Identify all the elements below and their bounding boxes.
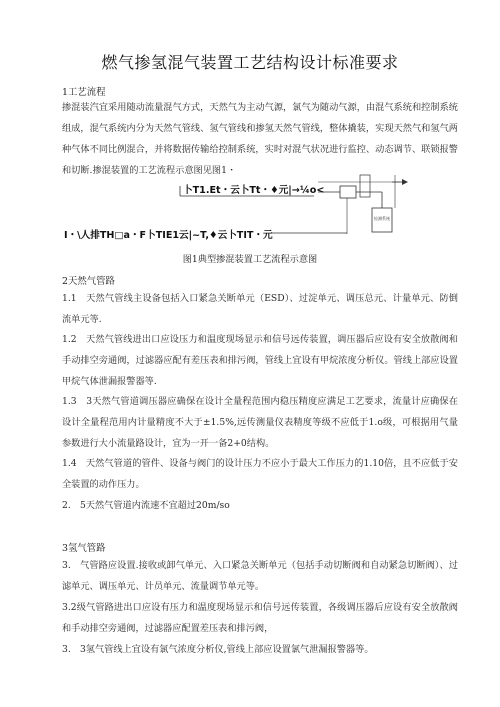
section-2-item-2: 1.2 天然气管线进出口应设压力和温度现场显示和信号远传装置，调压器后应设有安全放散阀和手动排空旁通阀，过滤器应配有差压表和排污阀，管线上宜设有甲烷浓度分析仪。管线上部应设置甲烷气体泄漏报警器等. xyxy=(62,334,458,387)
section-2-item-5: 2. 5天然气管道内流速不宜超过20m/so xyxy=(62,500,230,511)
section-3-item-2: 3.2级气管路进出口应设有压力和温度现场显示和信号远传装置，各级调压器后应设有安全放散阀和手动排空旁通阀，过滤器应配置差压表和排污阀， xyxy=(62,602,458,634)
mixer-box xyxy=(340,186,356,198)
section-2-item-3: 1.3 3天然气管道调压器应确保在设计全量程范围内稳压精度应满足工艺要求，流量计应确保在设计全量程范用内计量精度不大于±1.5%,远传测量仪表精度等级不应低于1.o级，可根据用气量参数进行大小流量路设计，宜为一开一备2+0结构。 xyxy=(62,396,458,449)
section-2-item-4: 1.4 天然气管道的管件、设备与阀门的设计压力不应小于最大工作压力的1.10倍，且不应低于安全装置的动作压力。 xyxy=(62,458,458,490)
section-3-item-1: 3. 气管路应设置.接收或卸气单元、入口紧急关断单元（包括手动切断阀和自动紧急切断阀）、过滤单元、调压单元、计员单元、流量调节单元等。 xyxy=(62,560,458,592)
figure-caption: 图1典型掺混装置工艺流程示意图 xyxy=(182,254,318,265)
document-title: 燃气掺氢混气装置工艺结构设计标准要求 xyxy=(101,53,399,72)
section-3-item-3: 3. 3氢气管线上宜设有氯气浓度分析仪,管线上部应设置氯气泄漏报警器等。 xyxy=(62,644,374,655)
section-1-heading: 1工艺流程 xyxy=(62,87,106,98)
monitoring-box-label: 检测系统 xyxy=(374,216,390,221)
monitoring-box xyxy=(372,208,392,232)
section-3-heading: 3氢气管路 xyxy=(62,543,106,554)
section-2-item-1: 1.1 天然气管线主设备包括入口紧急关断单元（ESD）、过淀单元、调压总元、计量单元、防倒流单元等. xyxy=(62,293,458,325)
section-1-paragraph: 掺混装汽宜采用随动流量混气方式，天然气为主动气源，氯气为随动气源，由混气系统和控制系统组成，混气系统内分为天然气管线、氢气管线和掺氢天然气管线，整体撬装，实现天然气和氢气两种气体不同比例混合，并将数据传输给控制系统，实时对混气状况进行监控、动态调节、联锁报警和切断.掺混装置的工艺流程示意图见图1・ xyxy=(62,102,458,176)
flow-row-1-text: 卜T1.Et・云卜Tt・♦元|→¼o< xyxy=(183,185,325,196)
section-2-heading: 2天然气管路 xyxy=(62,276,115,287)
flow-row-2-text: I・\人排TH□a・F卜TIE1云|~T,♦云卜TIT・元 xyxy=(64,230,273,241)
